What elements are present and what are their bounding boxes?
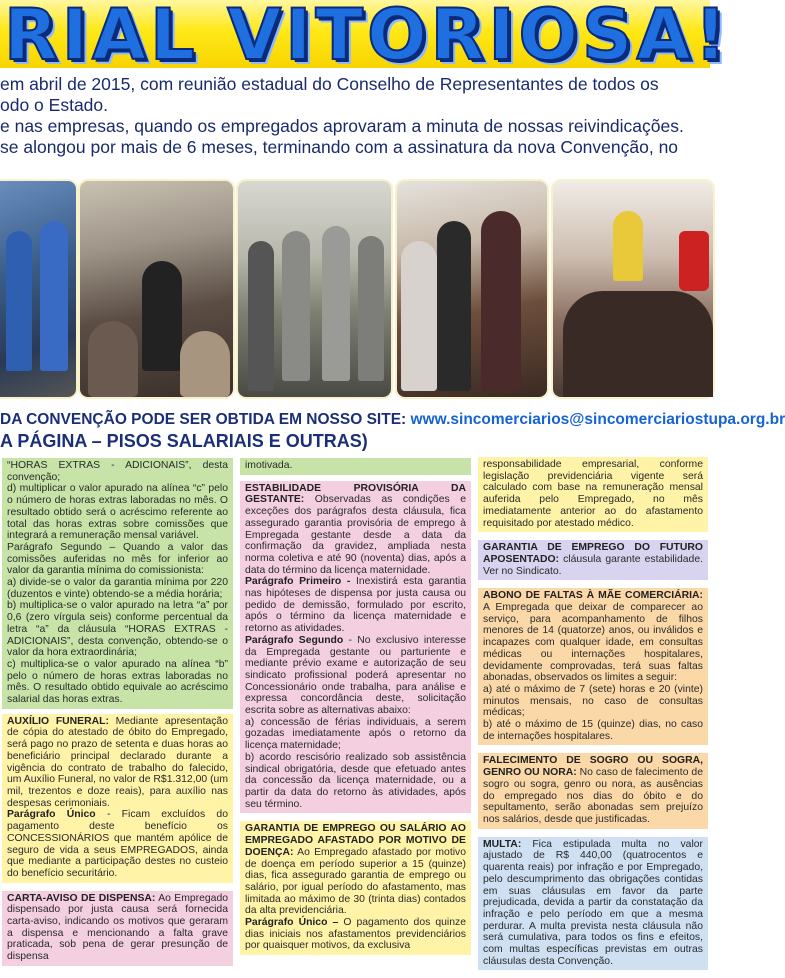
paragraph: cláusula garante estabilidade. Ver no Sindicato. (483, 553, 703, 577)
clause-heading: CARTA-AVISO DE DISPENSA: (7, 892, 156, 904)
box-carta-aviso (2, 891, 233, 966)
paragraph: imotivada. (245, 460, 293, 471)
intro-line: e nas empresas, quando os empregados aprovaram a minuta de nossas reivindicações. (0, 116, 684, 136)
paragraph: a) concessão de férias individuais, a serem gozadas imediatamente após o retorno da licença maternidade; (245, 716, 466, 752)
intro-line: se alongou por mais de 6 meses, terminando com a assinatura da nova Convenção, no (0, 137, 679, 157)
website-text: DA CONVENÇÃO PODE SER OBTIDA EM NOSSO SITE: (0, 411, 411, 428)
photo-2 (80, 181, 233, 397)
column-1 (2, 458, 233, 974)
box-futuro-aposentado (478, 540, 708, 580)
paragraph: Inexistirá esta garantia nas hipóteses de dispensa por justa causa ou pedido de demissão, formulado por escrito, após o término da licença maternidade e retorno as atividades. (245, 576, 466, 635)
box-falecimento (478, 753, 708, 828)
clause-heading: Parágrafo Único – (245, 917, 339, 929)
photo-4 (397, 181, 547, 397)
box-imotivada (240, 458, 471, 475)
photo-5 (553, 181, 713, 397)
paragraph: - Ficam excluídos do pagamento deste benefício os CONCESSIONÁRIOS que mantém apólice de seguro de vida a seus EMPREGADOS, ainda que mediante a participação destes no custeio do benefício securitário. (7, 809, 228, 879)
banner-title: RIAL VITORIOSA! (4, 0, 731, 76)
clause-heading: ABONO DE FALTAS À MÃE COMERCIÁRIA: (483, 590, 703, 602)
paragraph: Parágrafo Segundo – Quando a valor das comissões auferidas no mês for inferior ao valor da garantia mínima do comissionista: (7, 541, 228, 577)
paragraph: d) multiplicar o valor apurado na alínea “c” pelo o número de horas extras laboradas no mês. O resultado obtido será o acréscimo referente ao total das horas extras sobre comissões que integrará a remuneração mensal variável. (7, 483, 228, 542)
paragraph: O pagamento dos quinze dias iniciais nos afastamentos previdenciários por quaisquer motivos, da exclusiva (245, 917, 466, 952)
column-3 (478, 457, 708, 978)
box-abono-faltas (478, 588, 708, 745)
paragraph: - No exclusivo interesse da Empregada gestante ou parturiente e mediante prévio exame e autorização de seu sindicato profissional poderá apresentar no Concessionário onde trabalha, para análise e expressa concordância deste, solicitação escrita sobre as alternativas abaixo: (245, 634, 466, 717)
box-estabilidade-gestante (240, 481, 471, 814)
clause-heading: FALECIMENTO DE SOGRO OU SOGRA, GENRO OU NORA: (483, 755, 703, 779)
clause-heading: MULTA: (483, 838, 522, 850)
paragraph: No caso de falecimento de sogro ou sogra, genro ou nora, as ausências do empregado nos dias do óbito e do sepultamento, serão abonadas sem prejuízo nos salários, desde que justificadas. (483, 767, 703, 825)
box-garantia-doenca (240, 821, 471, 955)
clause-heading: GARANTIA DE EMPREGO OU SALÁRIO AO EMPREGADO AFASTADO POR MOTIVO DE DOENÇA: (245, 823, 466, 858)
paragraph: Fica estipulada multa no valor ajustado de R$ 440,00 (quatrocentos e quarenta reais) por infração e por Empregado, pelo descumprimento das obrigações contidas em suas cláusulas em favor da parte prejudicada, devida a partir da constatação da infração e pelo período em que a mesma perdurar. A multa prevista nesta cláusula não será cumulativa, para todos os fins e efeitos, com multas específicas previstas em outras cláusulas desta Convenção. (483, 838, 703, 967)
box-auxilio-funeral (2, 714, 233, 883)
clause-heading: GARANTIA DE EMPREGO DO FUTURO APOSENTADO: (483, 542, 703, 565)
box-multa (478, 837, 708, 971)
clause-heading: ESTABILIDADE PROVISÓRIA DA GESTANTE: (245, 482, 466, 506)
paragraph: responsabilidade empresarial, conforme legislação previdenciária vigente será calculado com base na remuneração mensal auferida pelo Empregado, no mês imediatamente anterior ao do afastamento requisitado por atestado médico. (483, 459, 703, 529)
clause-heading: AUXÍLIO FUNERAL: (7, 715, 109, 727)
clause-heading: Parágrafo Segundo (245, 634, 344, 646)
paragraph: a) até o máximo de 7 (sete) horas e 20 (vinte) minutos mensais, no caso de consultas médicas; (483, 683, 703, 719)
paragraph: Ao Empregado dispensado por justa causa será fornecida carta-aviso, indicando os motivos que geraram a dispensa e mencionando a falta grave praticada, sob pena de gerar presunção de dispensa (7, 892, 228, 963)
paragraph: b) multiplica-se o valor apurado na letra “a” por 0,6 (zero vírgula seis) conforme percentual da letra “a” da cláusula “HORAS EXTRAS - ADICIONAIS”, desta convenção, obtendo-se o valor da hora extraordinária; (7, 600, 228, 659)
clause-heading: Parágrafo Único (7, 809, 96, 821)
box-horas-extras (2, 458, 233, 709)
paragraph: a) divide-se o valor da garantia mínima por 220 (duzentos e vinte) obtendo-se a média horária; (7, 577, 228, 600)
intro-text (0, 74, 710, 158)
photo-3 (238, 181, 391, 397)
box-responsabilidade (478, 457, 708, 532)
intro-line: odo o Estado. (0, 95, 108, 115)
paragraph: Ao Empregado afastado por motivo de doença em período superior a 15 (quinze) dias, fica assegurado garantia de emprego ou salário, por igual período do afastamento, mas limitada ao máximo de 30 (trinta dias) contados da alta previdenciária. (245, 846, 466, 917)
paragraph: A Empregada que deixar de comparecer ao serviço, para acompanhamento de filhos menores de 14 (quatorze) anos, ou inválidos e incapazes com qualquer idade, em consultas médicas ou internações hospitalares, devidamente comprovadas, terá suas faltas abonadas, observados os limites a seguir: (483, 602, 703, 684)
intro-line: em abril de 2015, com reunião estadual do Conselho de Representantes de todos os (0, 74, 659, 94)
paragraph: Mediante apresentação de cópia do atestado de óbito do Empregado, será pago no prazo de setenta e duas horas ao beneficiário principal declarado durante a vigência do contrato de trabalho do falecido, um Auxílio Funeral, no valor de R$1.312,00 (um mil, trezentos e doze reais), para auxílio nas despesas cerimoniais. (7, 715, 228, 809)
paragraph: b) até o máximo de 15 (quinze) dias, no caso de internações hospitalares. (483, 719, 703, 742)
paragraph: c) multiplica-se o valor apurado na alínea “b” pelo o número de horas extras laboradas no mês. O resultado obtido equivale ao acréscimo salarial das horas extras. (7, 658, 228, 706)
website-link[interactable]: www.sincomerciarios@sincomerciariostupa.org.br (410, 411, 785, 428)
banner (0, 0, 731, 76)
paragraph: “HORAS EXTRAS - ADICIONAIS”, desta convenção; (7, 460, 228, 483)
photo-1 (0, 181, 76, 397)
section-subtitle: A PÁGINA – PISOS SALARIAIS E OUTRAS) (0, 431, 368, 451)
photo-strip (0, 181, 710, 397)
paragraph: Observadas as condições e exceções dos parágrafos desta cláusula, fica assegurado garantia provisória de emprego à Empregada gestante desde a data da confirmação da gravidez, ampliada nesta norma coletiva e até 90 (noventa) dias, após a data do término da licença maternidade. (245, 494, 466, 576)
column-2 (240, 458, 471, 963)
website-line (0, 411, 785, 429)
paragraph: b) acordo rescisório realizado sob assistência sindical obrigatória, desde que efetuado antes da concessão da licença maternidade, ou a partir da data do retorno às atividades, após seu término. (245, 751, 466, 810)
clause-heading: Parágrafo Primeiro - (245, 576, 351, 588)
